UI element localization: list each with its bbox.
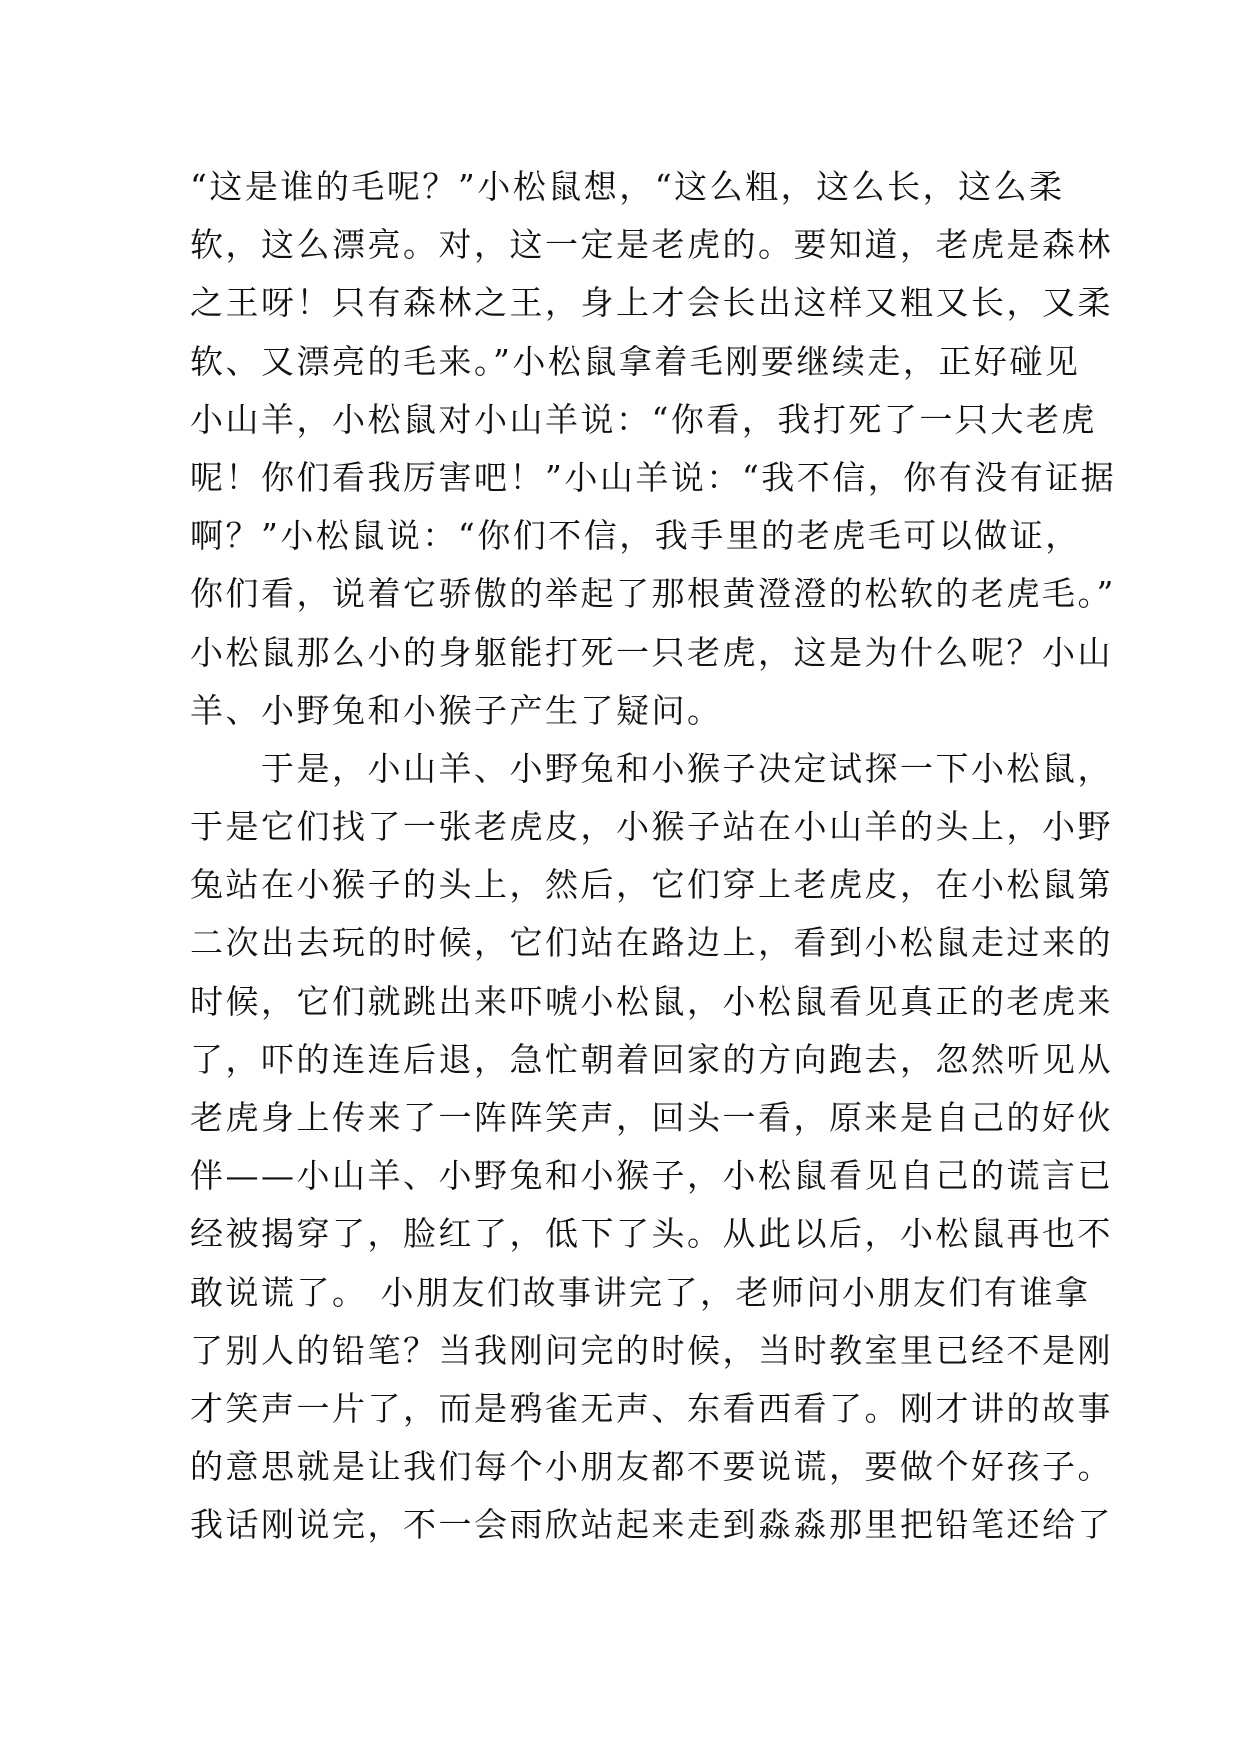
text-line: 的意思就是让我们每个小朋友都不要说谎，要做个好孩子。 <box>190 1447 1113 1487</box>
text-line: 软、又漂亮的毛来。”小松鼠拿着毛刚要继续走，正好碰见 <box>190 341 1081 381</box>
text-line: 羊、小野兔和小猴子产生了疑问。 <box>190 690 723 730</box>
text-line: 兔站在小猴子的头上，然后，它们穿上老虎皮，在小松鼠第 <box>190 865 1113 905</box>
text-line: 于是它们找了一张老虎皮，小猴子站在小山羊的头上，小野 <box>190 807 1113 847</box>
text-line: “这是谁的毛呢？”小松鼠想，“这么粗，这么长，这么柔 <box>190 167 1065 206</box>
text-line: 二次出去玩的时候，它们站在路边上，看到小松鼠走过来的 <box>190 923 1113 963</box>
text-line: 呢！你们看我厉害吧！”小山羊说：“我不信，你有没有证据 <box>190 457 1117 497</box>
text-line: 我话刚说完，不一会雨欣站起来走到淼淼那里把铅笔还给了 <box>190 1505 1113 1545</box>
text-line: 才笑声一片了，而是鸦雀无声、东看西看了。刚才讲的故事 <box>190 1388 1113 1428</box>
text-line: 软，这么漂亮。对，这一定是老虎的。要知道，老虎是森林 <box>190 225 1113 265</box>
text-line: 经被揭穿了，脸红了，低下了头。从此以后，小松鼠再也不 <box>190 1214 1113 1254</box>
text-line: 之王呀！只有森林之王，身上才会长出这样又粗又长，又柔 <box>190 283 1113 323</box>
text-line: 老虎身上传来了一阵阵笑声，回头一看，原来是自己的好伙 <box>190 1098 1113 1137</box>
story-text-block <box>190 158 1117 1555</box>
text-line: 小山羊，小松鼠对小山羊说：“你看，我打死了一只大老虎 <box>190 399 1097 439</box>
text-line: 于是，小山羊、小野兔和小猴子决定试探一下小松鼠， <box>190 748 1113 788</box>
text-line: 了别人的铅笔？当我刚问完的时候，当时教室里已经不是刚 <box>190 1330 1113 1370</box>
text-line: 时候，它们就跳出来吓唬小松鼠，小松鼠看见真正的老虎来 <box>190 981 1113 1021</box>
text-line: 啊？”小松鼠说：“你们不信，我手里的老虎毛可以做证， <box>190 516 1081 556</box>
text-line: 敢说谎了。 小朋友们故事讲完了，老师问小朋友们有谁拿 <box>190 1272 1091 1312</box>
text-line: 你们看，说着它骄傲的举起了那根黄澄澄的松软的老虎毛。” <box>190 574 1116 614</box>
text-line: 伴——小山羊、小野兔和小猴子，小松鼠看见自己的谎言已 <box>190 1156 1113 1196</box>
text-line: 了，吓的连连后退，急忙朝着回家的方向跑去，忽然听见从 <box>190 1039 1113 1079</box>
text-line: 小松鼠那么小的身躯能打死一只老虎，这是为什么呢？小山 <box>190 632 1113 672</box>
